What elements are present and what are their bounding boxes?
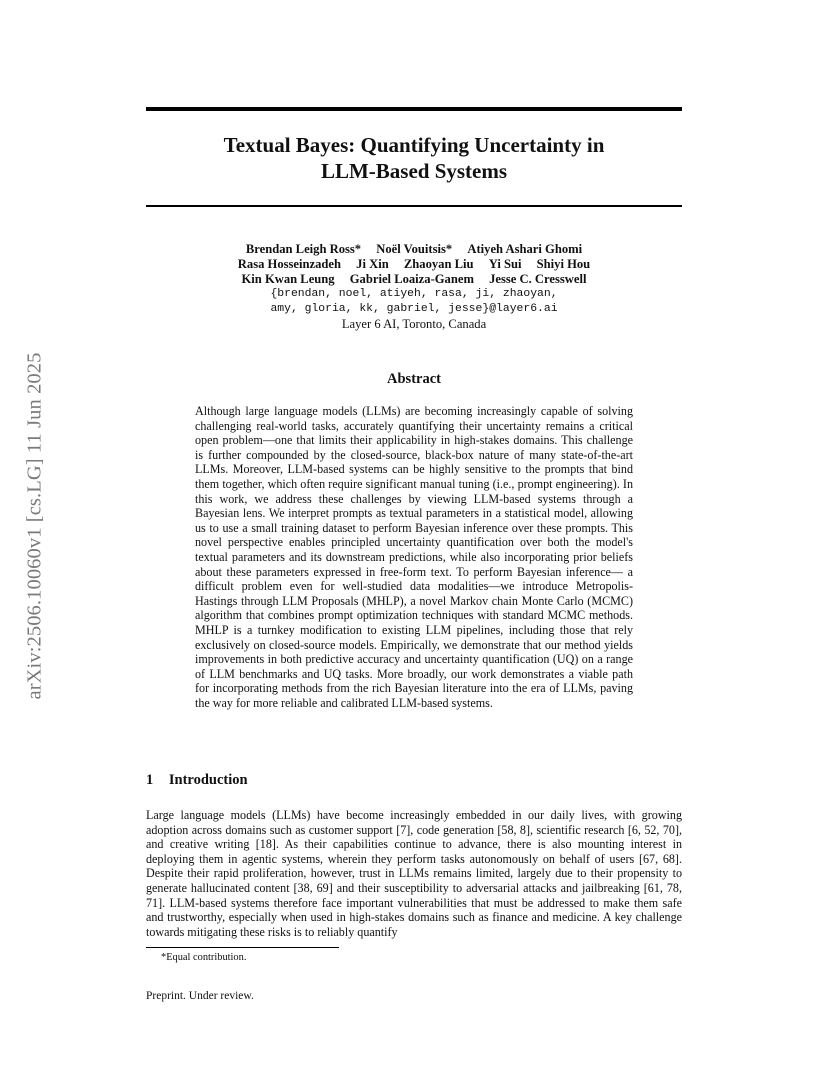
author-name: Noël Vouitsis* <box>376 242 453 256</box>
affiliation: Layer 6 AI, Toronto, Canada <box>341 317 487 331</box>
author-row-2 <box>146 257 682 272</box>
section-number: 1 <box>146 772 154 788</box>
author-name: Rasa Hosseinzadeh <box>237 257 342 271</box>
author-name: Zhaoyan Liu <box>403 257 474 271</box>
author-name: Yi Sui <box>488 257 522 271</box>
author-name: Brendan Leigh Ross* <box>245 242 362 256</box>
title-line-1: Textual Bayes: Quantifying Uncertainty in <box>223 133 605 157</box>
paper-title <box>146 132 682 184</box>
title-bottom-rule <box>146 205 682 207</box>
author-emails-line-2: amy, gloria, kk, gabriel, jesse}@layer6.ai <box>270 303 558 315</box>
author-name: Atiyeh Ashari Ghomi <box>467 242 583 256</box>
arxiv-identifier-text: arXiv:2506.10060v1 [cs.LG] 11 Jun 2025 <box>23 352 46 700</box>
section-title: Introduction <box>168 772 248 788</box>
preprint-notice: Preprint. Under review. <box>146 990 254 1002</box>
introduction-text: Large language models (LLMs) have become increasingly embedded in our daily lives, with growing adoption across domains such as customer support [7], code generation [58, 8], scientific research [6, 52, 70], and creative writing [18]. As their capabilities continue to advance, there is also mounting interest in deploying them in agentic systems, wherein they perform tasks autonomously on behalf of users [67, 68]. Despite their rapid proliferation, however, trust in LLMs remains limited, largely due to their propensity to generate hallucinated content [38, 69] and their susceptibility to adversarial attacks and jailbreaking [61, 78, 71]. LLM-based systems therefore face important vulnerabilities that must be addressed to make them safe and trustworthy, especially when used in high-stakes domains such as finance and medicine. A key challenge towards mitigating these risks is to reliably quantify <box>146 808 682 939</box>
title-line-2: LLM-Based Systems <box>320 159 508 183</box>
author-row-3 <box>146 272 682 287</box>
author-block <box>146 242 682 332</box>
author-name: Kin Kwan Leung <box>241 272 335 286</box>
author-name: Ji Xin <box>356 257 389 271</box>
author-name: Gabriel Loaiza-Ganem <box>349 272 474 286</box>
footnote-rule <box>146 947 339 948</box>
author-name: Jesse C. Cresswell <box>489 272 587 286</box>
title-top-rule <box>146 107 682 111</box>
abstract-heading: Abstract <box>387 371 441 387</box>
author-name: Shiyi Hou <box>536 257 591 271</box>
arxiv-identifier <box>22 292 48 760</box>
section-heading-introduction <box>146 772 248 789</box>
author-row-1 <box>146 242 682 257</box>
footnote: *Equal contribution. <box>161 952 247 963</box>
abstract-text: Although large language models (LLMs) are becoming increasingly capable of solving challenging real-world tasks, accurately quantifying their uncertainty remains a critical open problem—one that limits their applicability in high-stakes domains. This challenge is further compounded by the closed-source, black-box nature of many state-of-the-art LLMs. Moreover, LLM-based systems can be highly sensitive to the prompts that bind them together, which often require significant manual tuning (i.e., prompt engineering). In this work, we address these challenges by viewing LLM-based systems through a Bayesian lens. We interpret prompts as textual parameters in a statistical model, allowing us to use a small training dataset to perform Bayesian inference over these prompts. This novel perspective enables principled uncertainty quantification over both the model's textual parameters and its downstream predictions, while also incorporating prior beliefs about these parameters expressed in free-form text. To perform Bayesian inference— a difficult problem even for well-studied data modalities—we introduce Metropolis-Hastings through LLM Proposals (MHLP), a novel Markov chain Monte Carlo (MCMC) algorithm that combines prompt optimization techniques with standard MCMC methods. MHLP is a turnkey modification to existing LLM pipelines, including those that rely exclusively on closed-source models. Empirically, we demonstrate that our method yields improvements in both predictive accuracy and uncertainty quantification (UQ) on a range of LLM benchmarks and UQ tasks. More broadly, our work demonstrates a viable path for incorporating methods from the rich Bayesian literature into the era of LLMs, paving the way for more reliable and calibrated LLM-based systems. <box>195 404 633 710</box>
author-emails-line-1: {brendan, noel, atiyeh, rasa, ji, zhaoyan, <box>270 288 558 300</box>
